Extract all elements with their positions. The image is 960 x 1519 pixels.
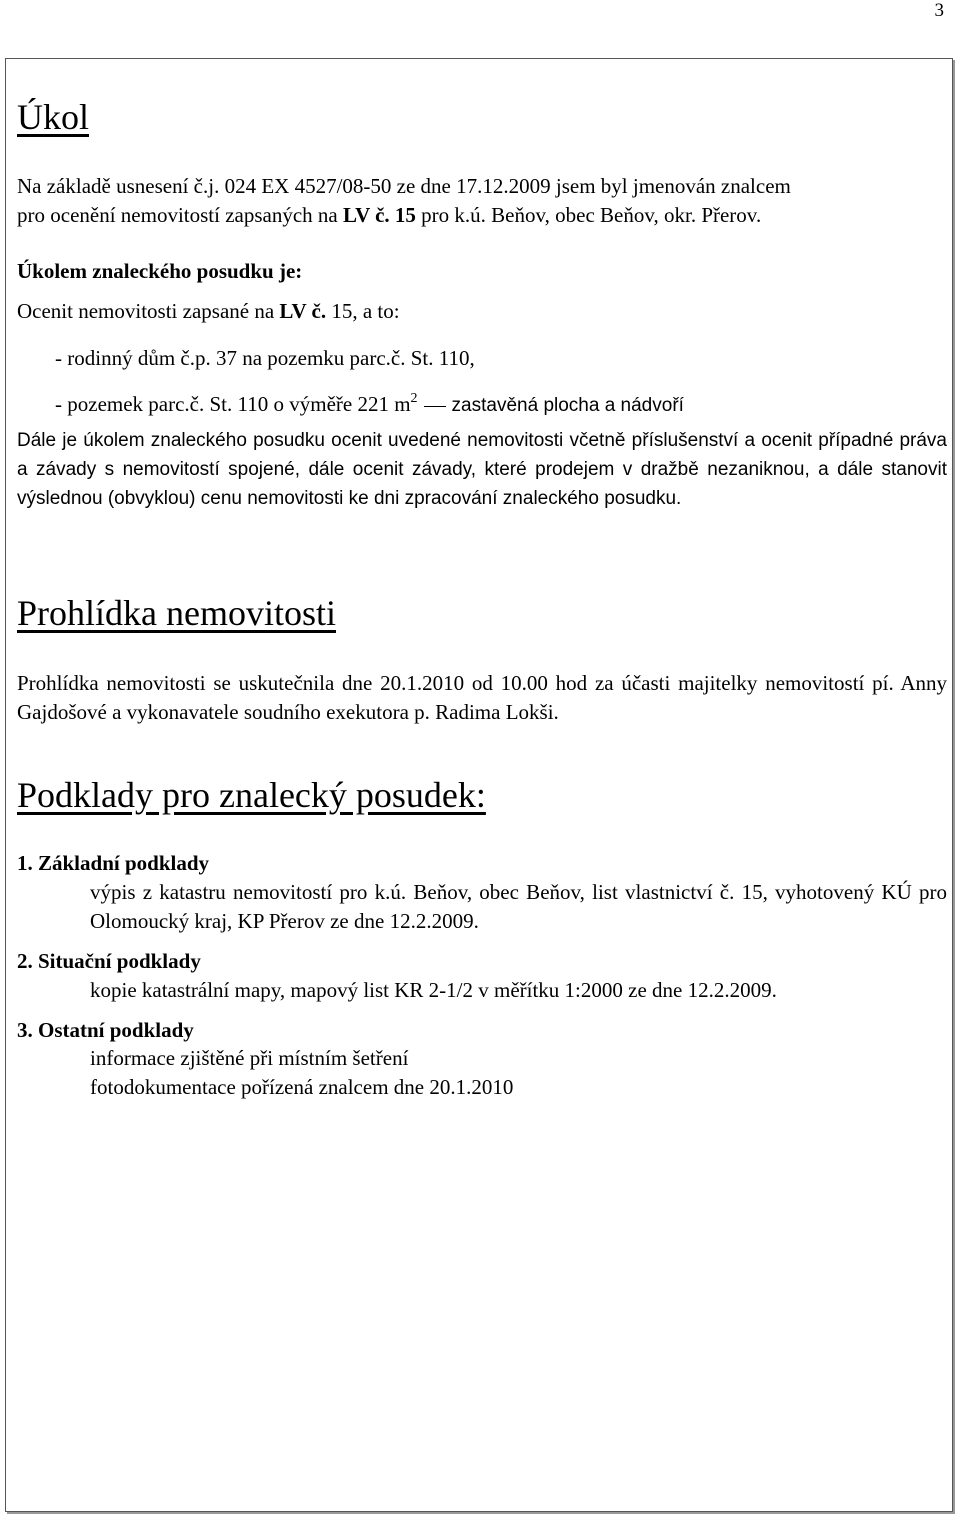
prohlidka-text: Prohlídka nemovitosti se uskutečnila dne 20.1.2010 od 10.00 hod za účasti majitelky nemovitostí pí. Anny Gajdošové a vykonavatele soudního exekutora p. Radima Lokši.: [17, 671, 947, 724]
task-item-2-a: - pozemek parc.č. St. 110 o výměře 221 m: [55, 392, 411, 416]
task-item-2: [17, 384, 684, 420]
page-number: 3: [934, 0, 944, 21]
task-intro: [17, 297, 400, 326]
podklady-heading: Podklady pro znalecký posudek:: [17, 775, 486, 815]
podklady-section-1-text: výpis z katastru nemovitostí pro k.ú. Beňov, obec Beňov, list vlastnictví č. 15, vyhotovený KÚ pro Olomoucký kraj, KP Přerov ze dne 12.2.2009.: [90, 880, 947, 933]
prohlidka-heading: Prohlídka nemovitosti: [17, 593, 336, 633]
podklady-section-3-title: 3. Ostatní podklady: [17, 1018, 194, 1042]
ukol-line-2-a: pro ocenění nemovitostí zapsaných na: [17, 203, 343, 227]
task-item-2-b: zastavěná plocha a nádvoří: [451, 395, 684, 416]
task-intro-a: Ocenit nemovitosti zapsané na: [17, 299, 280, 323]
task-item-1: - rodinný dům č.p. 37 na pozemku parc.č. St. 110,: [55, 346, 475, 370]
ukol-line-2-lv: LV č. 15: [342, 203, 416, 227]
podklady-section-3-line-1: informace zjištěné při místním šetření: [90, 1046, 409, 1070]
ukol-heading: Úkol: [17, 97, 89, 137]
podklady-section-2-text: kopie katastrální mapy, mapový list KR 2-1/2 v měřítku 1:2000 ze dne 12.2.2009.: [90, 978, 777, 1002]
podklady-section-2-title: 2. Situační podklady: [17, 949, 201, 973]
task-item-2-sup: 2: [410, 391, 418, 406]
task-intro-lv: LV č.: [279, 299, 327, 323]
podklady-section-3-line-2: fotodokumentace pořízená znalcem dne 20.1.2010: [90, 1075, 514, 1099]
task-intro-c: 15, a to:: [326, 299, 400, 323]
ukol-line-2: [17, 201, 761, 230]
dash: [424, 406, 446, 407]
further-task-paragraph: Dále je úkolem znaleckého posudku ocenit uvedené nemovitosti včetně příslušenství a ocenit případné práva a závady s nemovitostí spojené, dále ocenit závady, které prodejem v dražbě nezaniknou, a dále stanovit výslednou (obvyklou) cenu nemovitosti ke dni zpracování znaleckého posudku.: [17, 430, 947, 509]
ukol-line-1: Na základě usnesení č.j. 024 EX 4527/08-50 ze dne 17.12.2009 jsem byl jmenován znalcem: [17, 174, 791, 198]
task-title: Úkolem znaleckého posudku je:: [17, 259, 303, 283]
podklady-section-1-title: 1. Základní podklady: [17, 851, 210, 875]
ukol-line-2-c: pro k.ú. Beňov, obec Beňov, okr. Přerov.: [415, 203, 762, 227]
